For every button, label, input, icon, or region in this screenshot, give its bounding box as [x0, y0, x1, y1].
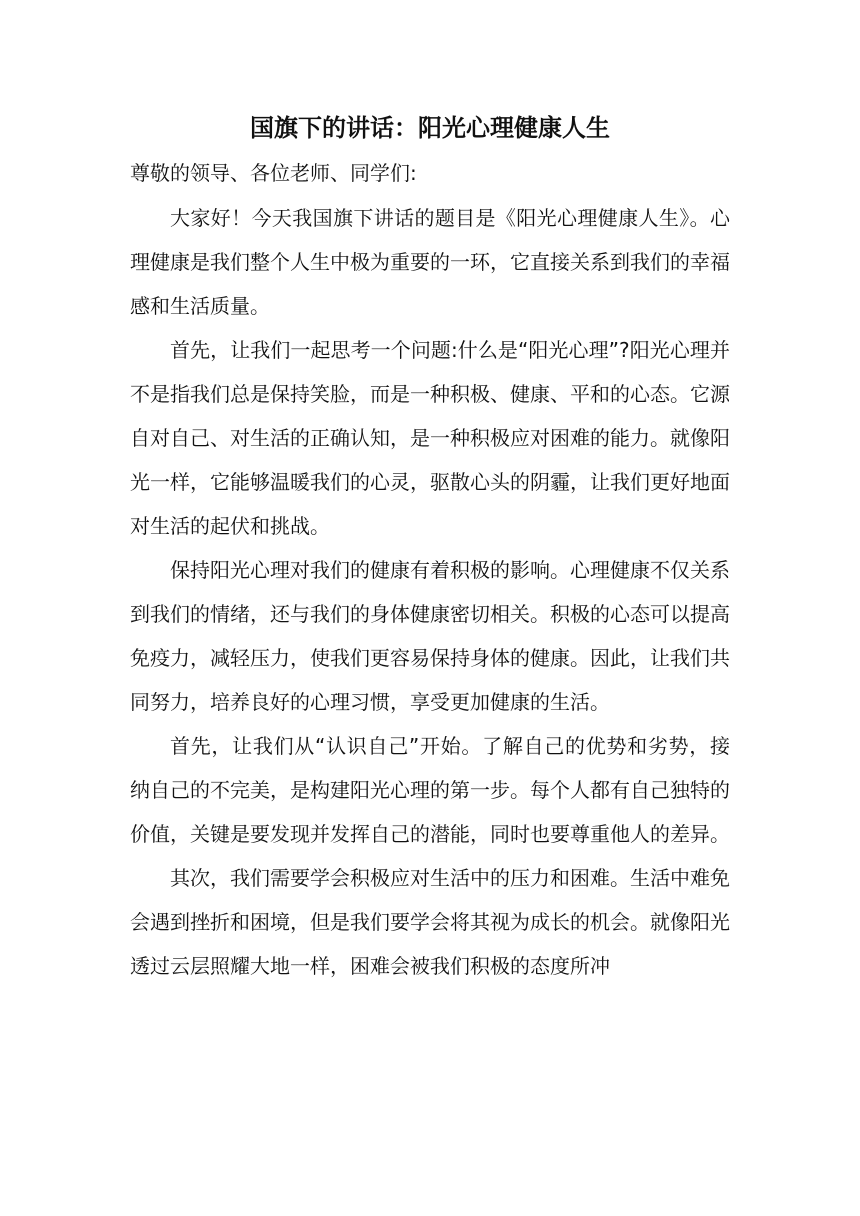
paragraph-health-benefits: 保持阳光心理对我们的健康有着积极的影响。心理健康不仅关系到我们的情绪，还与我们的身体健康密切相关。积极的心态可以提高免疫力，减轻压力，使我们更容易保持身体的健康。因此，让我们共同努力，培养良好的心理习惯，享受更加健康的生活。 — [130, 558, 730, 714]
paragraph-greeting: 大家好！今天我国旗下讲话的题目是《阳光心理健康人生》。心理健康是我们整个人生中极为重要的一环，它直接关系到我们的幸福感和生活质量。 — [130, 206, 730, 318]
paragraph-what-is-sunny-mind: 首先，让我们一起思考一个问题:什么是“阳光心理”?阳光心理并不是指我们总是保持笑脸，而是一种积极、健康、平和的心态。它源自对自己、对生活的正确认知，是一种积极应对困难的能力。就像阳光一样，它能够温暖我们的心灵，驱散心头的阴霾，让我们更好地面对生活的起伏和挑战。 — [130, 338, 730, 538]
salutation: 尊敬的领导、各位老师、同学们: — [130, 161, 417, 185]
document-title: 国旗下的讲话：阳光心理健康人生 — [250, 114, 610, 142]
document-body — [130, 196, 730, 988]
paragraph-face-pressure: 其次，我们需要学会积极应对生活中的压力和困难。生活中难免会遇到挫折和困境，但是我们要学会将其视为成长的机会。就像阳光透过云层照耀大地一样，困难会被我们积极的态度所冲 — [130, 866, 730, 978]
paragraph-know-yourself: 首先，让我们从“认识自己”开始。了解自己的优势和劣势，接纳自己的不完美，是构建阳光心理的第一步。每个人都有自己独特的价值，关键是要发现并发挥自己的潜能，同时也要尊重他人的差异。 — [130, 734, 730, 846]
